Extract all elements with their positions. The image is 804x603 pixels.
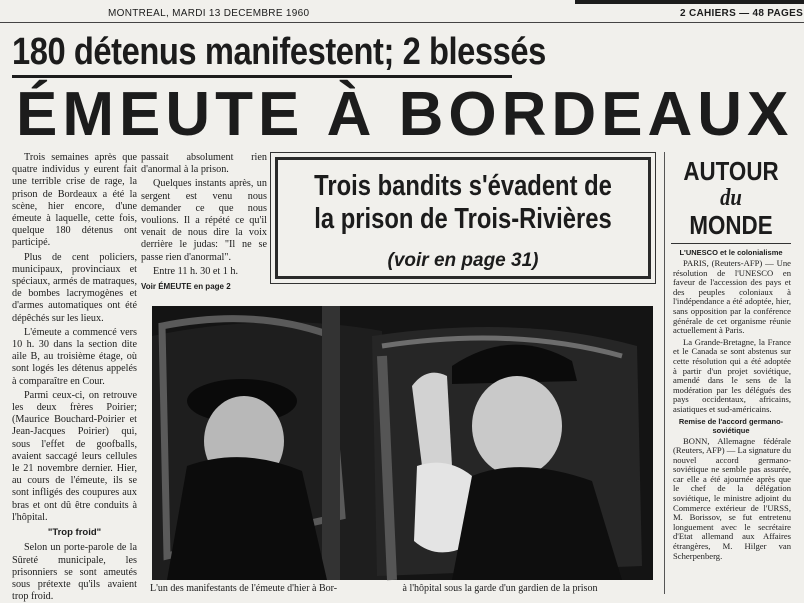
caption-text-left: L'un des manifestants de l'émeute d'hier à Bor-: [150, 583, 338, 594]
article-paragraph: Quelques instants après, un sergent est venu nous demander ce que nous voulions. Il a répété ce qu'il venait de nous dire la voix derrière le judas: "Il ne se passe rien d'anormal".: [141, 178, 267, 263]
news-photo: [152, 306, 653, 580]
top-headline: 180 détenus manifestent; 2 blessés: [12, 31, 546, 73]
teaser-title-line: Trois bandits s'évadent de: [314, 170, 612, 202]
article-paragraph: Trois semaines après que quatre individus y eurent fait une terrible crise de rage, la prison de Bordeaux a été la scène, hier encore, d'une émeute à laquelle, cette fois, quelque 180 détenus ont participé.: [12, 152, 137, 249]
teaser-title-line: la prison de Trois-Rivières: [314, 203, 612, 235]
article-column-1: [12, 152, 137, 603]
teaser-frame: [275, 157, 651, 279]
page-count: 2 CAHIERS — 48 PAGES: [680, 8, 804, 19]
teaser-page-ref[interactable]: (voir en page 31): [387, 250, 539, 271]
sidebar-subhead: L'UNESCO et le colonialisme: [679, 248, 783, 257]
sidebar-paragraph: PARIS, (Reuters-AFP) — Une résolution de l'UNESCO en faveur de l'accession des pays et des peuples coloniaux à l'indépendance a été adoptée, hier, sans opposition par la conférence générale de cet organisme réunie actuellement à Paris.: [673, 258, 791, 336]
sidebar-paragraph: La Grande-Bretagne, la France et le Canada se sont abstenus sur cette résolution qui a été adoptée à partir d'un projet soviétique, amendé dans le sens de la modération par les délégués des pays occidentaux, africains, asiatiques et sud-américains.: [673, 336, 791, 414]
teaser-title: [311, 170, 614, 236]
sidebar-paragraph: BONN, Allemagne fédérale (Reuters, AFP) — La signature du nouvel accord germano-soviétique ne semble pas assurée, car elle a été ajournée après que le chef de la délégation soviétique, le ministre adjoint du Commerce extérieur de l'URSS, M. Borissov, se fut entretenu longuement avec le secrétaire d'Etat allemand aux Affaires étrangères, M. Hilger van Scherpenberg.: [673, 435, 791, 561]
article-paragraph: Plus de cent policiers, municipaux, provinciaux et spéciaux, armés de matraques, de bombes lacrymogènes et d'armes automatiques ont été dépêchés sur les lieux.: [12, 251, 137, 324]
sidebar-title-line: AUTOUR: [683, 156, 779, 186]
sidebar-title-line: du: [720, 185, 742, 211]
photo-caption: [150, 583, 655, 595]
headline-underline: [12, 75, 512, 78]
article-paragraph: passait absolument rien d'anormal à la prison.: [141, 152, 267, 176]
article-paragraph: Entre 11 h. 30 et 1 h.: [153, 265, 239, 277]
article-column-2: [141, 152, 267, 292]
caption-text-right: à l'hôpital sous la garde d'un gardien de la prison: [402, 583, 598, 594]
article-paragraph: Selon un porte-parole de la Sûreté municipale, les prisonniers se sont ameutés sous prétexte qu'ils avaient trop froid.: [12, 542, 137, 603]
continued-link[interactable]: Voir ÉMEUTE en page 2: [141, 282, 231, 292]
article-paragraph: L'émeute a commencé vers 10 h. 30 dans la section dite aile B, au troisième étage, où sont logés les détenus appelés à comparaître en Cour.: [12, 326, 137, 387]
article-subhead: "Trop froid": [47, 527, 102, 539]
sidebar-title: [674, 158, 788, 239]
boxed-teaser: [270, 152, 656, 284]
sidebar-subhead: Remise de l'accord germano-soviétique: [678, 416, 784, 435]
news-photo-image: [152, 306, 653, 580]
sidebar-divider: [671, 243, 791, 244]
dateline: MONTREAL, MARDI 13 DECEMBRE 1960: [108, 8, 310, 19]
main-headline: ÉMEUTE À BORDEAUX: [16, 80, 794, 149]
article-paragraph: Parmi ceux-ci, on retrouve les deux frères Poirier; (Maurice Bouchard-Poirier et Jean-Jacques Poirier) qui, sous l'effet de goofballs, avaient saccagé leurs cellules le 21 novembre dernier. Hier, au cours de l'émeute, ils se sont infligés des coupures aux bras et ont dû être conduits à l'hôpital.: [12, 389, 137, 523]
masthead-rule-block: [575, 0, 804, 4]
sidebar-title-line: MONDE: [689, 210, 773, 240]
world-news-sidebar: [664, 152, 797, 594]
